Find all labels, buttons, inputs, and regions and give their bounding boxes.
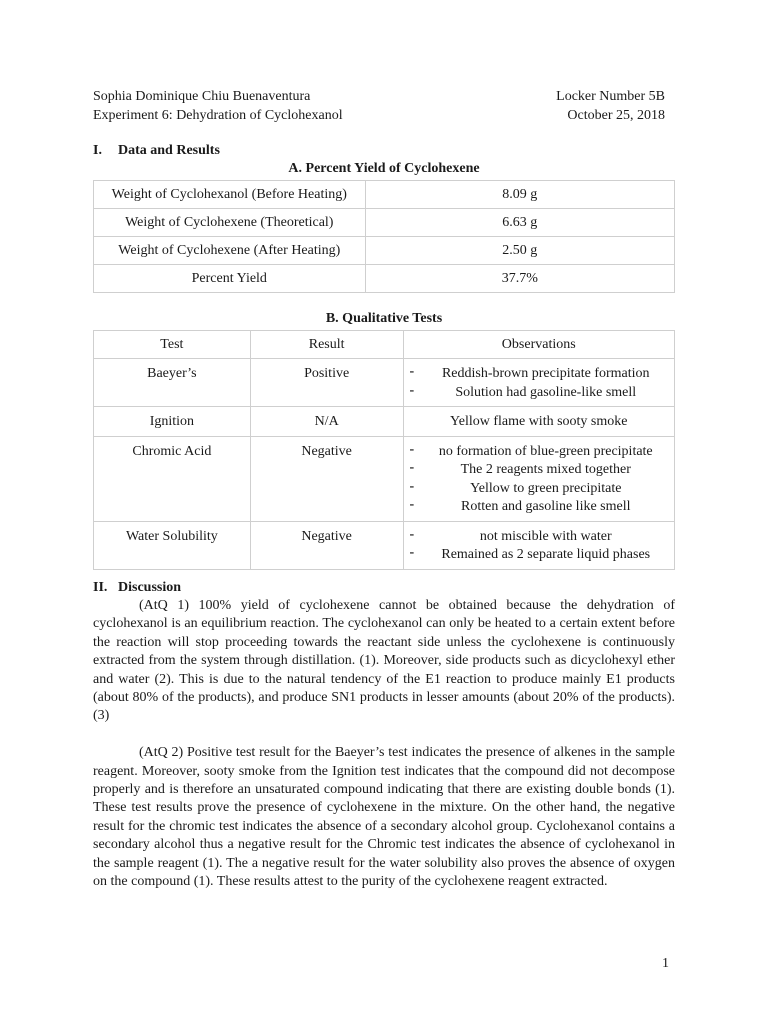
table-row <box>94 209 675 237</box>
test-name: Water Solubility <box>94 521 251 569</box>
table-row <box>94 359 675 407</box>
table-row <box>94 181 675 209</box>
observation-item: - Yellow to green precipitate <box>408 480 671 499</box>
observation-item: - not miscible with water <box>408 528 671 547</box>
row-label: Weight of Cyclohexanol (Before Heating) <box>94 181 366 209</box>
locker-number: Locker Number 5B <box>556 89 665 104</box>
row-value: 6.63 g <box>365 209 674 237</box>
test-result: Negative <box>250 521 403 569</box>
test-observations <box>403 521 675 569</box>
column-header-result: Result <box>250 331 403 359</box>
row-value: 2.50 g <box>365 237 674 265</box>
discussion-paragraph-atq1: (AtQ 1) 100% yield of cyclohexene cannot be obtained because the dehydration of cyclohexanol is an equilibrium reaction. The cyclohexanol can only be heated to a certain extent before the reaction will stop proceeding towards the reactant side unless the cyclohexene is continuously extracted from the system through distillation. (1). Moreover, side products such as dicyclohexyl ether and water (2). This is due to the natural tendency of the E1 reaction to produce mainly E1 products (about 80% of the products), and produce SN1 products in lesser amounts (about 20% of the products). (3) <box>93 598 675 724</box>
qualitative-tests-table <box>93 330 675 570</box>
test-observations <box>403 436 675 521</box>
test-result: N/A <box>250 407 403 437</box>
observation-item: - no formation of blue-green precipitate <box>408 443 671 462</box>
test-name: Chromic Acid <box>94 436 251 521</box>
table-row <box>94 407 675 437</box>
page-number: 1 <box>662 956 669 971</box>
observation-item: - Rotten and gasoline like smell <box>408 498 671 517</box>
section-heading-data-results: I. Data and Results <box>93 143 220 158</box>
author-name: Sophia Dominique Chiu Buenaventura <box>93 89 311 104</box>
test-observations <box>403 359 675 407</box>
row-label: Percent Yield <box>94 265 366 293</box>
test-name: Ignition <box>94 407 251 437</box>
table-row <box>94 436 675 521</box>
observation-item: - Reddish-brown precipitate formation <box>408 365 671 384</box>
test-result: Negative <box>250 436 403 521</box>
experiment-title: Experiment 6: Dehydration of Cyclohexanol <box>93 108 343 123</box>
table-row <box>94 237 675 265</box>
section-heading-discussion: II. Discussion <box>93 580 182 595</box>
column-header-test: Test <box>94 331 251 359</box>
document-header <box>93 87 665 125</box>
table-row <box>94 521 675 569</box>
row-label: Weight of Cyclohexene (Theoretical) <box>94 209 366 237</box>
observation-item: - Remained as 2 separate liquid phases <box>408 546 671 565</box>
test-observations: Yellow flame with sooty smoke <box>403 407 675 437</box>
observation-item: - The 2 reagents mixed together <box>408 461 671 480</box>
table-row <box>94 265 675 293</box>
row-label: Weight of Cyclohexene (After Heating) <box>94 237 366 265</box>
test-name: Baeyer’s <box>94 359 251 407</box>
discussion-body <box>93 597 675 891</box>
observation-item: - Solution had gasoline-like smell <box>408 384 671 403</box>
percent-yield-table <box>93 180 675 293</box>
report-date: October 25, 2018 <box>567 108 665 123</box>
row-value: 37.7% <box>365 265 674 293</box>
table-a-caption: A. Percent Yield of Cyclohexene <box>288 161 480 176</box>
table-b-caption: B. Qualitative Tests <box>325 311 443 326</box>
column-header-observations: Observations <box>403 331 675 359</box>
discussion-paragraph-atq2: (AtQ 2) Positive test result for the Baeyer’s test indicates the presence of alkenes in the sample reagent. Moreover, sooty smoke from the Ignition test indicates that the compound did not decompose properly and is therefore an unsaturated compound indicating that there are existing double bonds (1). These test results prove the presence of cyclohexene in the mixture. On the other hand, the negative result for the chromic test indicates the absence of a secondary alcohol group. Cyclohexanol contains a secondary alcohol thus a negative result for the Chromic test indicates the absence of cyclohexanol in the sample reagent (1). The a negative result for the water solubility also proves the absence of oxygen on the compound (1). These results attest to the purity of the cyclohexene reagent extracted. <box>93 745 675 890</box>
test-result: Positive <box>250 359 403 407</box>
row-value: 8.09 g <box>365 181 674 209</box>
table-header-row <box>94 331 675 359</box>
